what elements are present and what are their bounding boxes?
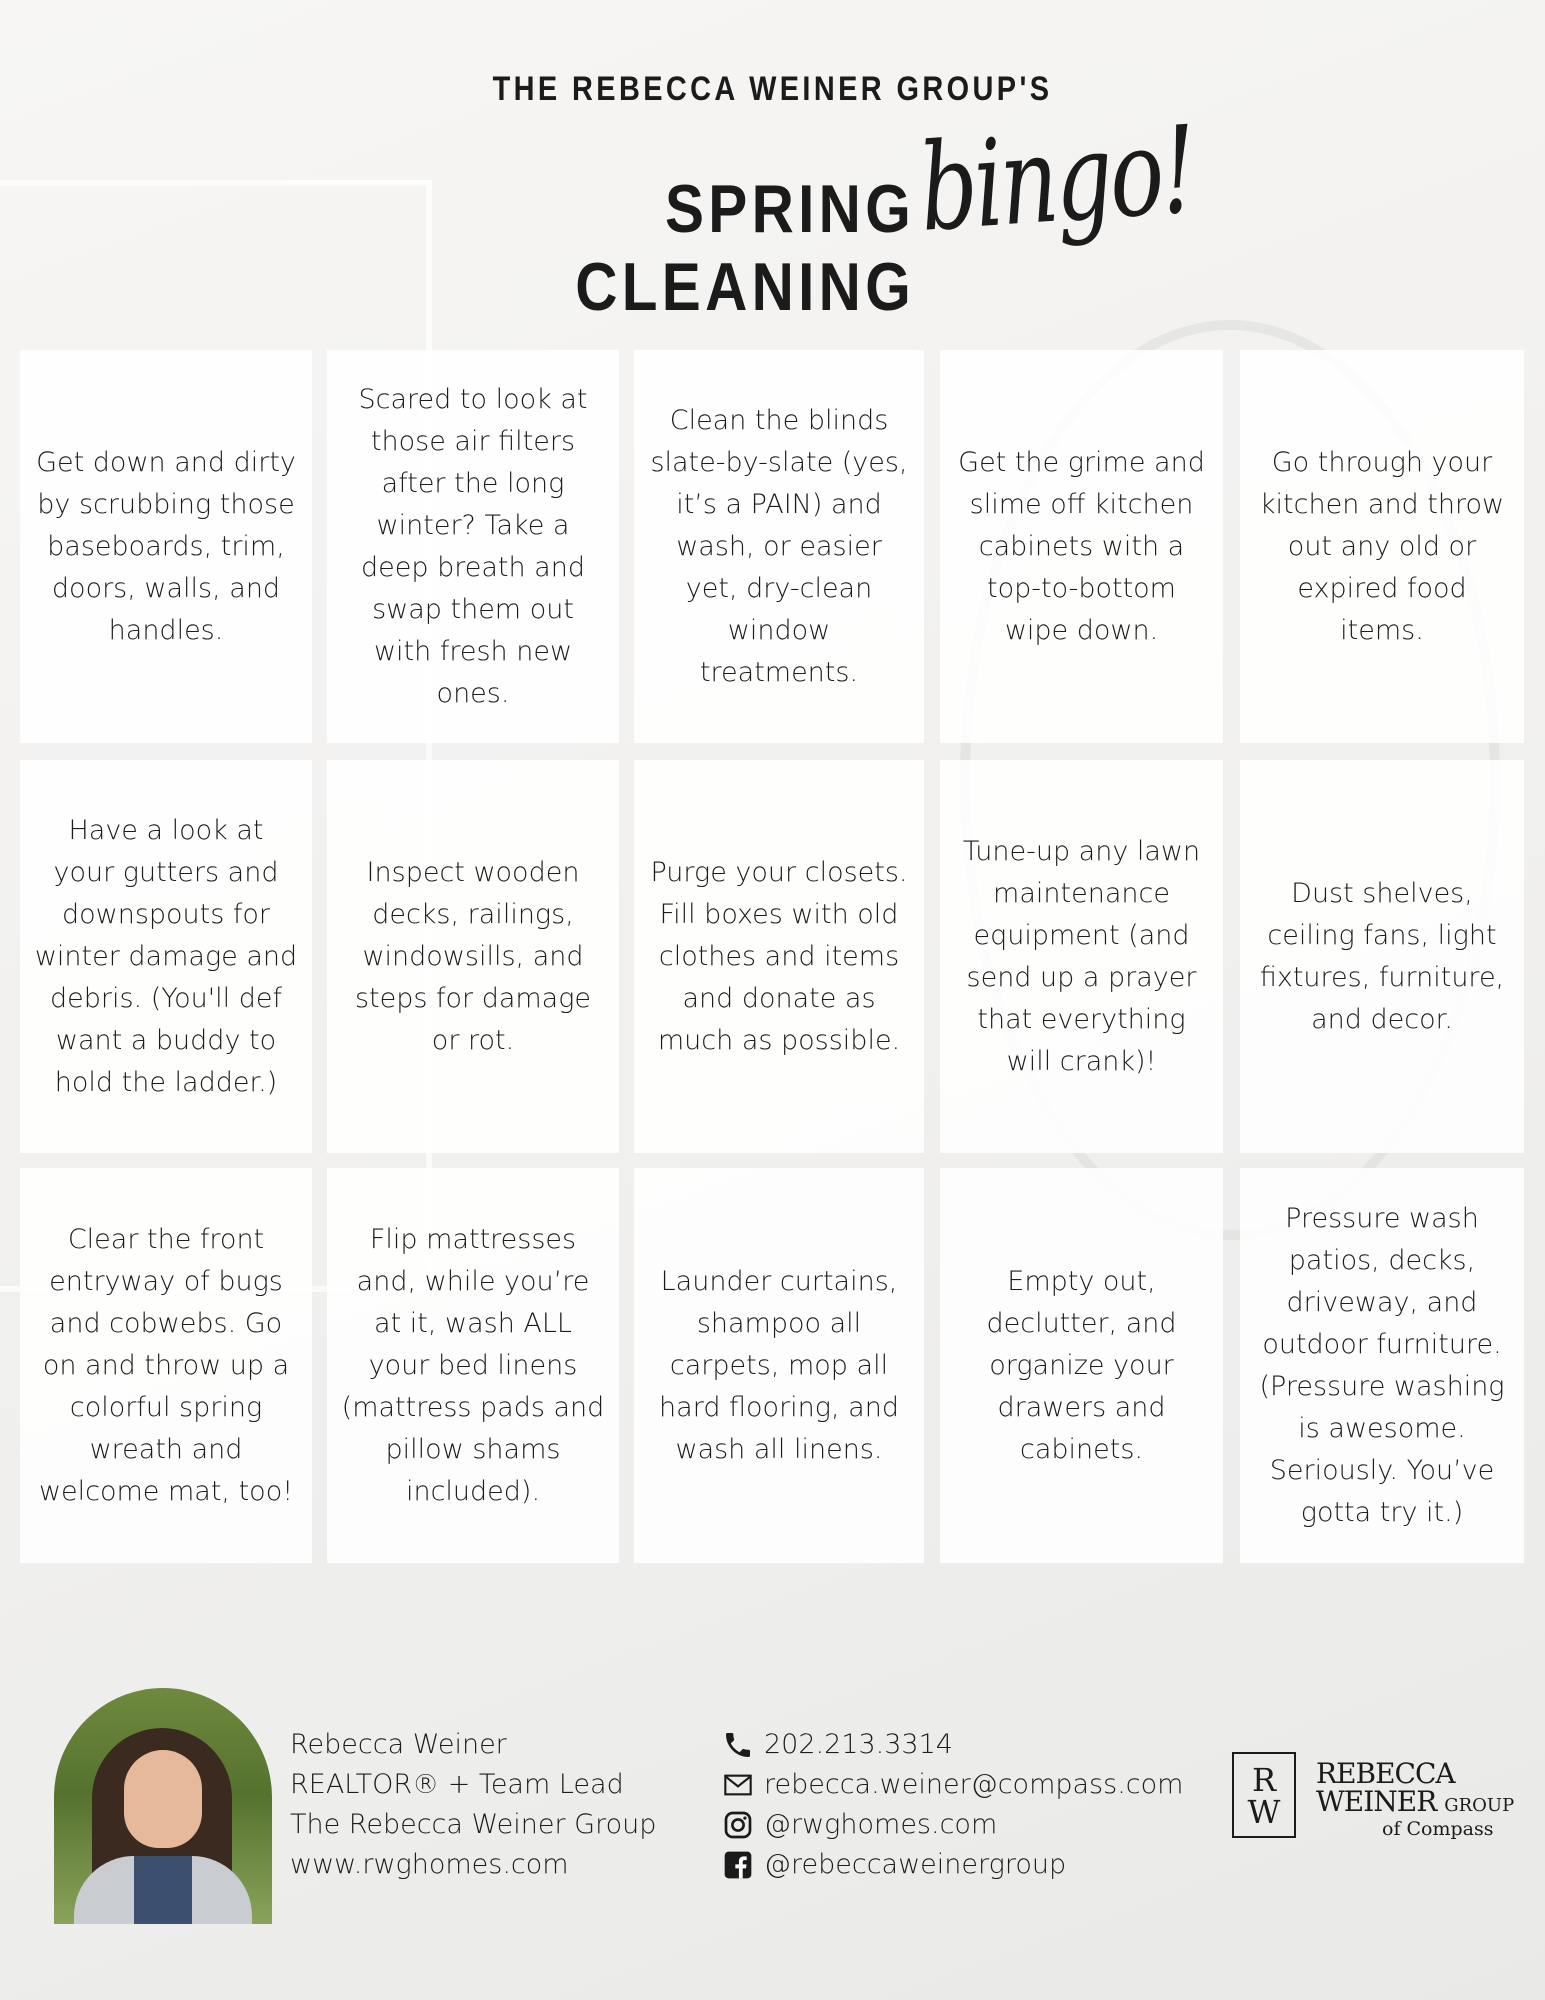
- bingo-cell: [327, 760, 619, 1153]
- agent-group: The Rebecca Weiner Group: [290, 1809, 657, 1840]
- agent-name: Rebecca Weiner: [290, 1729, 507, 1760]
- bingo-cell-text: Get down and dirty by scrubbing those baseboards, trim, doors, walls, and handles.: [36, 446, 296, 646]
- bingo-cell: [327, 350, 619, 743]
- contact-phone[interactable]: [720, 1725, 1183, 1765]
- contact-email[interactable]: [720, 1765, 1183, 1805]
- bingo-cell-text: Scared to look at those air filters after the long winter? Take a deep breath and swap them out with fresh new ones.: [358, 383, 588, 709]
- bingo-cell: [327, 1168, 619, 1563]
- agent-photo: [54, 1688, 272, 1924]
- bingo-cell-text: Clear the front entryway of bugs and cobwebs. Go on and throw up a colorful spring wreath and welcome mat, too!: [38, 1223, 294, 1507]
- bingo-cell: [634, 760, 924, 1153]
- bingo-cell: [20, 1168, 312, 1563]
- bingo-cell-text: Flip mattresses and, while you’re at it, wash ALL your bed linens (mattress pads and pillow shams included).: [341, 1223, 605, 1507]
- bingo-cell-text: Get the grime and slime off kitchen cabinets with a top-to-bottom wipe down.: [958, 446, 1205, 646]
- logo-monogram: R W: [1232, 1752, 1296, 1838]
- company-logo: [1232, 1752, 1532, 1852]
- facebook-icon: [720, 1847, 756, 1883]
- bingo-cell: [940, 760, 1223, 1153]
- logo-line-1: REBECCA: [1316, 1757, 1455, 1790]
- bingo-cell-text: Go through your kitchen and throw out any old or expired food items.: [1259, 446, 1505, 646]
- contact-list: [720, 1725, 1183, 1885]
- bingo-cell: [20, 760, 312, 1153]
- contact-instagram[interactable]: [720, 1805, 1183, 1845]
- bingo-cell: [634, 1168, 924, 1563]
- mail-icon: [720, 1767, 756, 1803]
- bingo-cell-text: Purge your closets. Fill boxes with old clothes and items and donate as much as possible.: [650, 856, 908, 1056]
- logo-line-3: of Compass: [1382, 1818, 1494, 1840]
- bingo-cell: [940, 1168, 1223, 1563]
- contact-instagram-value: @rwghomes.com: [764, 1809, 998, 1840]
- bingo-cell: [634, 350, 924, 743]
- header: [0, 0, 1545, 340]
- bingo-cell-text: Pressure wash patios, decks, driveway, and outdoor furniture. (Pressure washing is awesome. Seriously. You’ve gotta try it.): [1259, 1202, 1505, 1528]
- footer: [0, 1660, 1545, 2000]
- agent-website-link[interactable]: www.rwghomes.com: [290, 1849, 569, 1880]
- agent-role: REALTOR® + Team Lead: [290, 1769, 624, 1800]
- bingo-cell: [940, 350, 1223, 743]
- agent-info: [290, 1725, 656, 1885]
- bingo-cell-text: Tune-up any lawn maintenance equipment (and send up a prayer that everything will crank)!: [962, 835, 1201, 1077]
- bingo-cell-text: Clean the blinds slate-by-slate (yes, it’s a PAIN) and wash, or easier yet, dry-clean window treatments.: [650, 404, 908, 688]
- bingo-cell-text: Have a look at your gutters and downspouts for winter damage and debris. (You'll def want a buddy to hold the ladder.): [34, 814, 298, 1098]
- page-title-script: bingo!: [915, 101, 1199, 259]
- bingo-cell: [1240, 760, 1524, 1153]
- bingo-cell-text: Empty out, declutter, and organize your drawers and cabinets.: [986, 1265, 1177, 1465]
- bingo-cell: [20, 350, 312, 743]
- page-subtitle: THE REBECCA WEINER GROUP'S: [492, 70, 1053, 108]
- bingo-cell-text: Inspect wooden decks, railings, windowsills, and steps for damage or rot.: [354, 856, 592, 1056]
- bingo-cell: [1240, 1168, 1524, 1563]
- contact-facebook-value: @rebeccaweinergroup: [764, 1849, 1067, 1880]
- phone-icon: [720, 1727, 756, 1763]
- contact-facebook[interactable]: [720, 1845, 1183, 1885]
- bingo-grid: [20, 350, 1525, 1565]
- logo-line-2: WEINER GROUP: [1316, 1785, 1515, 1818]
- contact-phone-value: 202.213.3314: [764, 1729, 953, 1760]
- bingo-cell-text: Dust shelves, ceiling fans, light fixtures, furniture, and decor.: [1259, 877, 1505, 1035]
- instagram-icon: [720, 1807, 756, 1843]
- bingo-cell-text: Launder curtains, shampoo all carpets, mop all hard flooring, and wash all linens.: [659, 1265, 899, 1465]
- bingo-cell: [1240, 350, 1524, 743]
- contact-email-value: rebecca.weiner@compass.com: [764, 1769, 1184, 1800]
- page-title: SPRING CLEANING: [575, 171, 915, 325]
